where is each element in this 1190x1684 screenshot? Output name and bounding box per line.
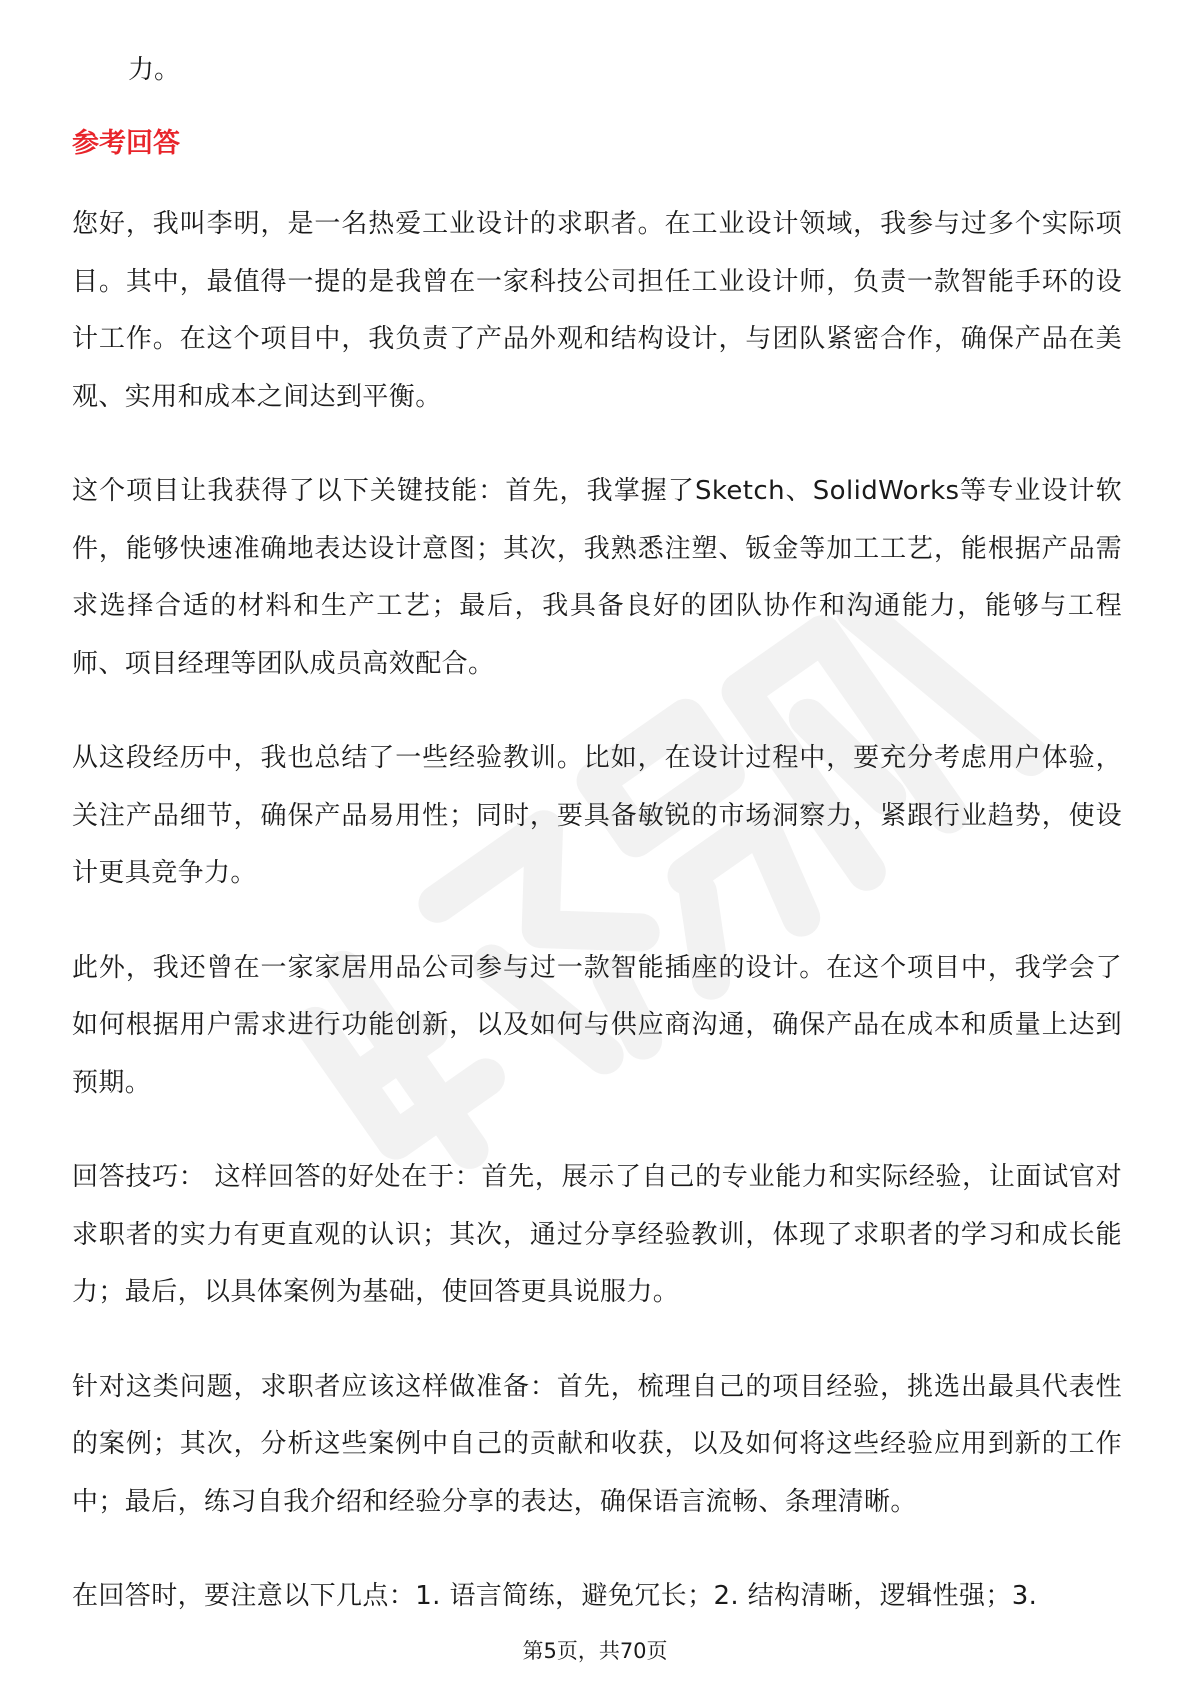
paragraph-second-project: 此外，我还曾在一家家居用品公司参与过一款智能插座的设计。在这个项目中，我学会了如何根据用户需求进行功能创新，以及如何与供应商沟通，确保产品在成本和质量上达到预期。 <box>72 952 1122 1098</box>
paragraph-intro: 您好，我叫李明，是一名热爱工业设计的求职者。在工业设计领域，我参与过多个实际项目。其中，最值得一提的是我曾在一家科技公司担任工业设计师，负责一款智能手环的设计工作。在这个项目中，我负责了产品外观和结构设计，与团队紧密合作，确保产品在美观、实用和成本之间达到平衡。 <box>72 209 1122 412</box>
paragraph-answer-tips: 回答技巧： 这样回答的好处在于：首先，展示了自己的专业能力和实际经验，让面试官对求职者的实力有更直观的认识；其次，通过分享经验教训，体现了求职者的学习和成长能力；最后，以具体案例为基础，使回答更具说服力。 <box>72 1162 1122 1307</box>
answer-body <box>72 196 1122 1663</box>
paragraph-lessons: 从这段经历中，我也总结了一些经验教训。比如，在设计过程中，要充分考虑用户体验，关注产品细节，确保产品易用性；同时，要具备敏锐的市场洞察力，紧跟行业趋势，使设计更具竞争力。 <box>72 743 1122 888</box>
page-number: 第5页，共70页 <box>522 1639 668 1663</box>
paragraph-skills: 这个项目让我获得了以下关键技能：首先，我掌握了Sketch、SolidWorks等专业设计软件，能够快速准确地表达设计意图；其次，我熟悉注塑、钣金等加工工艺，能根据产品需求选择合适的材料和生产工艺；最后，我具备良好的团队协作和沟通能力，能够与工程师、项目经理等团队成员高效配合。 <box>72 476 1122 679</box>
paragraph-notes: 在回答时，要注意以下几点：1. 语言简练，避免冗长；2. 结构清晰，逻辑性强；3. <box>72 1581 1038 1611</box>
paragraph-preparation: 针对这类问题，求职者应该这样做准备：首先，梳理自己的项目经验，挑选出最具代表性的案例；其次，分析这些案例中自己的贡献和收获，以及如何将这些经验应用到新的工作中；最后，练习自我介绍和经验分享的表达，确保语言流畅、条理清晰。 <box>72 1371 1122 1517</box>
continuation-text: 力。 <box>128 55 181 85</box>
section-heading: 参考回答 <box>72 128 180 159</box>
